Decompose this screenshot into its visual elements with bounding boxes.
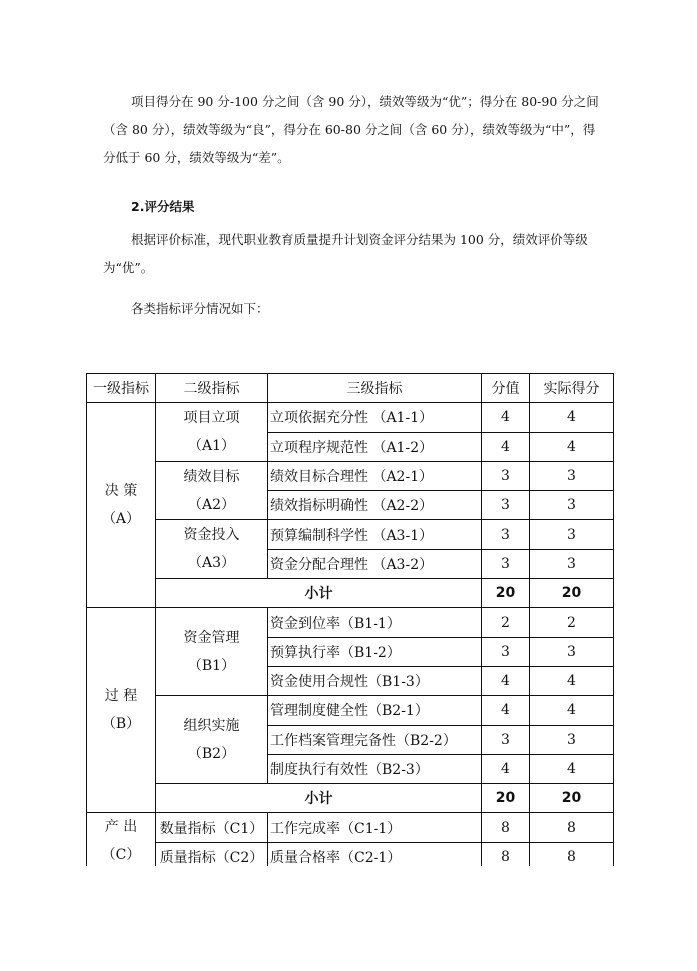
- group-c-cell: [87, 813, 156, 872]
- actual-cell: 3: [530, 491, 614, 520]
- b2-name: 组织实施: [183, 717, 240, 734]
- score-cell: 4: [482, 403, 530, 432]
- score-cell: 4: [482, 666, 530, 695]
- actual-cell: 3: [530, 549, 614, 578]
- subtotal-actual: 20: [530, 784, 614, 813]
- section-heading: 2.评分结果: [131, 199, 195, 214]
- result-paragraph: 根据评价标准，现代职业教育质量提升计划资金评分结果为 100 分，绩效评价等级为“优”。: [103, 232, 588, 275]
- l3-cell: 立项依据充分性 （A1-1）: [268, 403, 482, 432]
- score-cell: 3: [482, 549, 530, 578]
- table-row: [87, 813, 614, 842]
- l3-cell: 资金到位率（B1-1）: [268, 608, 482, 637]
- l3-cell: 制度执行有效性（B2-3）: [268, 754, 482, 783]
- a1-name: 项目立项: [183, 410, 240, 427]
- subtotal-actual: 20: [530, 579, 614, 608]
- actual-cell: 4: [530, 403, 614, 432]
- group-a-code: （A）: [101, 511, 141, 528]
- score-cell: 8: [482, 813, 530, 842]
- l3-cell: 资金分配合理性 （A3-2）: [268, 549, 482, 578]
- subtotal-score: 20: [482, 784, 530, 813]
- actual-cell: 3: [530, 461, 614, 490]
- actual-cell: 4: [530, 432, 614, 461]
- table-header-row: [87, 374, 614, 403]
- group-b-cell: [87, 608, 156, 813]
- l3-cell: 管理制度健全性（B2-1）: [268, 696, 482, 725]
- score-cell: 3: [482, 520, 530, 549]
- header-level2: 二级指标: [156, 374, 268, 403]
- l3-cell: 工作完成率（C1-1）: [268, 813, 482, 842]
- actual-cell: 4: [530, 666, 614, 695]
- actual-cell: 8: [530, 813, 614, 842]
- score-cell: 3: [482, 725, 530, 754]
- score-cell: 3: [482, 461, 530, 490]
- a1-code: （A1）: [187, 438, 236, 455]
- header-level3: 三级指标: [268, 374, 482, 403]
- a1-cell: [156, 403, 268, 462]
- c2-cell: 质量指标（C2）: [156, 842, 268, 871]
- actual-cell: 8: [530, 842, 614, 871]
- header-actual: 实际得分: [530, 374, 614, 403]
- subtotal-label: 小计: [156, 784, 482, 813]
- l3-cell: 绩效指标明确性 （A2-2）: [268, 491, 482, 520]
- header-level1: 一级指标: [87, 374, 156, 403]
- l3-cell: 预算编制科学性 （A3-1）: [268, 520, 482, 549]
- header-score: 分值: [482, 374, 530, 403]
- subtotal-score: 20: [482, 579, 530, 608]
- score-cell: 4: [482, 432, 530, 461]
- group-a-name: 决 策: [104, 483, 138, 500]
- score-cell: 3: [482, 491, 530, 520]
- actual-cell: 3: [530, 725, 614, 754]
- c1-cell: 数量指标（C1）: [156, 813, 268, 842]
- table-row: [87, 696, 614, 725]
- table-row: [87, 461, 614, 490]
- score-table: [86, 373, 614, 872]
- actual-cell: 2: [530, 608, 614, 637]
- table-row: [87, 520, 614, 549]
- group-c-code: （C）: [101, 847, 141, 864]
- grading-paragraph: 项目得分在 90 分-100 分之间（含 90 分），绩效等级为“优”；得分在 80-90 分之间（含 80 分），绩效等级为“良”，得分在 60-80 分之间（含 60 分），绩效等级为“中”，得分低于 60 分，绩效等级为“差”。: [103, 94, 599, 165]
- subtotal-row: [87, 784, 614, 813]
- a3-cell: [156, 520, 268, 579]
- group-b-code: （B）: [101, 716, 141, 733]
- page-bottom-mask: [0, 866, 697, 971]
- group-c-name: 产 出: [104, 819, 138, 836]
- actual-cell: 3: [530, 520, 614, 549]
- group-b-name: 过 程: [104, 688, 138, 705]
- a3-name: 资金投入: [183, 527, 240, 544]
- table-row: [87, 608, 614, 637]
- l3-cell: 资金使用合规性（B1-3）: [268, 666, 482, 695]
- score-cell: 4: [482, 696, 530, 725]
- a2-cell: [156, 461, 268, 520]
- a2-name: 绩效目标: [183, 468, 240, 485]
- b2-code: （B2）: [187, 745, 236, 762]
- l3-cell: 质量合格率（C2-1）: [268, 842, 482, 871]
- score-cell: 3: [482, 637, 530, 666]
- score-cell: 4: [482, 754, 530, 783]
- l3-cell: 工作档案管理完备性（B2-2）: [268, 725, 482, 754]
- a3-code: （A3）: [187, 555, 236, 572]
- group-a-cell: [87, 403, 156, 608]
- l3-cell: 绩效目标合理性 （A2-1）: [268, 461, 482, 490]
- subtotal-label: 小计: [156, 579, 482, 608]
- table-row: [87, 403, 614, 432]
- score-cell: 8: [482, 842, 530, 871]
- score-cell: 2: [482, 608, 530, 637]
- actual-cell: 4: [530, 754, 614, 783]
- b1-code: （B1）: [187, 657, 236, 674]
- actual-cell: 3: [530, 637, 614, 666]
- b1-cell: [156, 608, 268, 696]
- l3-cell: 预算执行率（B1-2）: [268, 637, 482, 666]
- a2-code: （A2）: [187, 496, 236, 513]
- intro-paragraph: 各类指标评分情况如下：: [131, 301, 269, 316]
- actual-cell: 4: [530, 696, 614, 725]
- subtotal-row: [87, 579, 614, 608]
- b2-cell: [156, 696, 268, 784]
- l3-cell: 立项程序规范性 （A1-2）: [268, 432, 482, 461]
- b1-name: 资金管理: [183, 629, 240, 646]
